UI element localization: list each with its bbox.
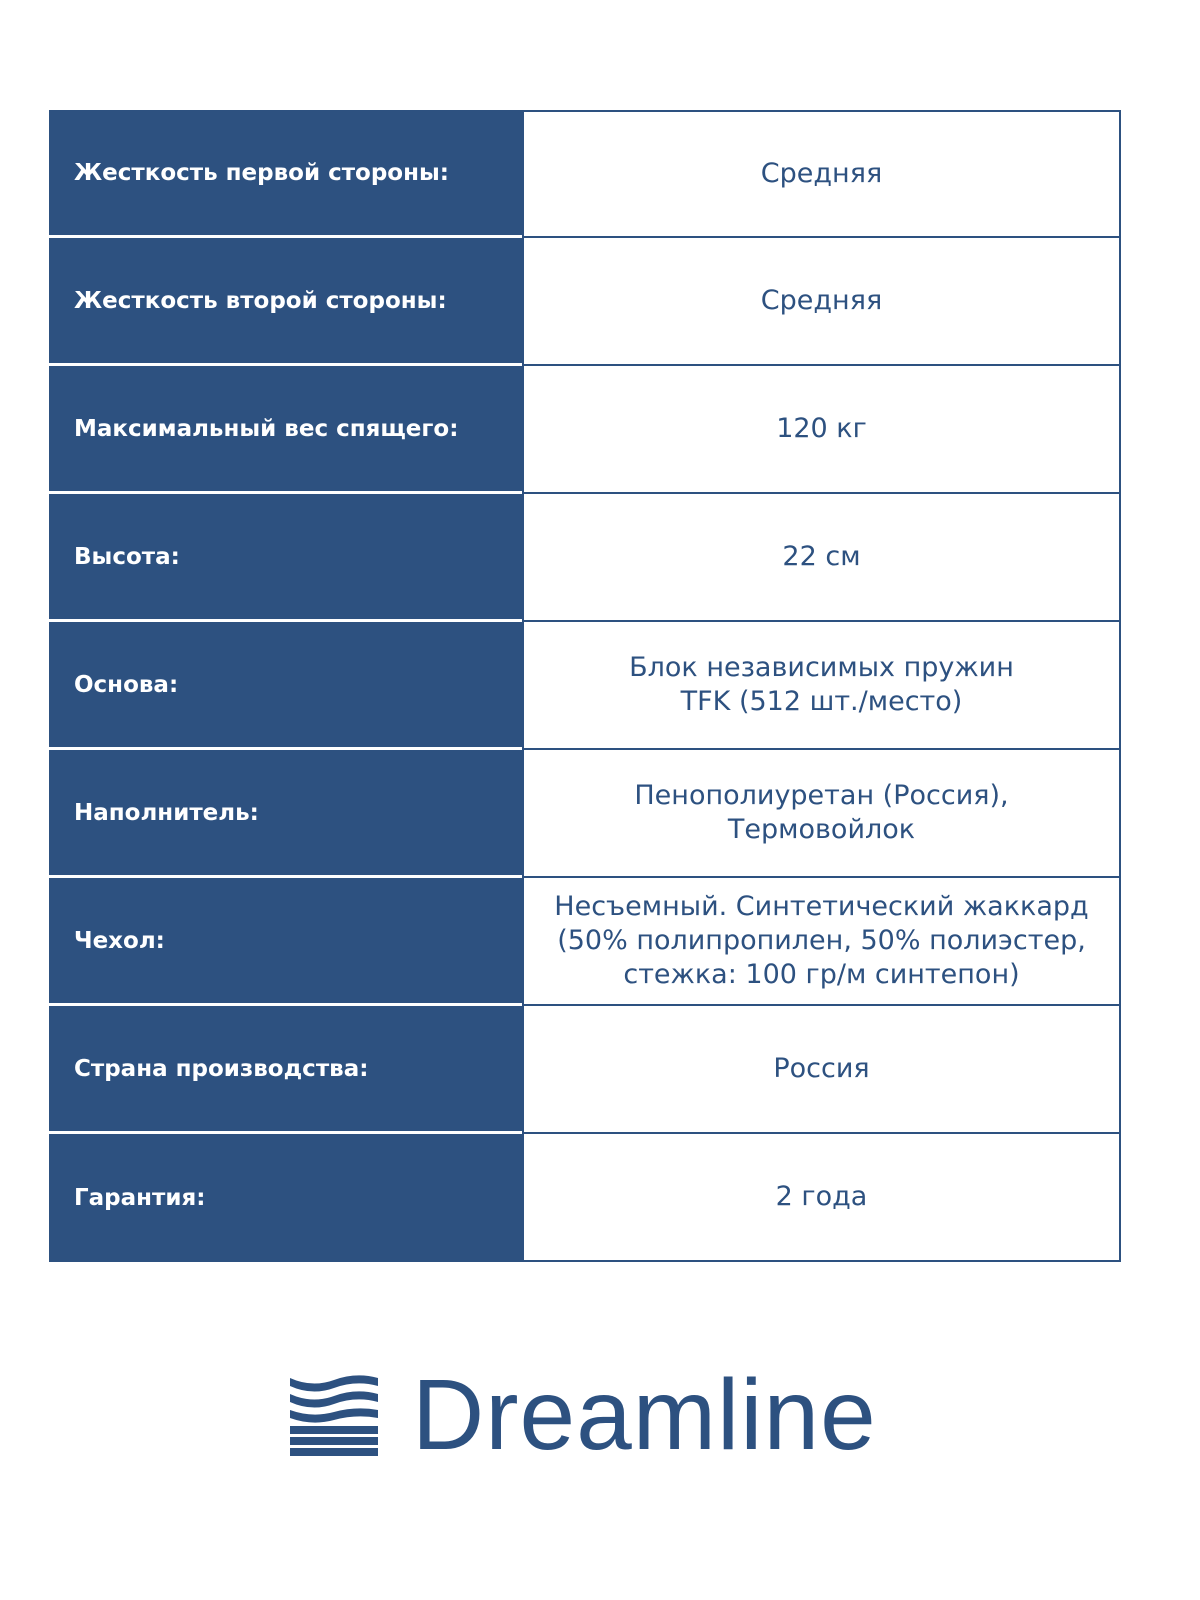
spec-label: Высота: (49, 494, 522, 622)
spec-value: Средняя (522, 110, 1121, 238)
spec-value: Россия (522, 1006, 1121, 1134)
spec-row (49, 622, 1121, 750)
specs-table (49, 110, 1121, 1262)
spec-value: 22 см (522, 494, 1121, 622)
spec-row (49, 750, 1121, 878)
spec-value: Несъемный. Синтетический жаккард (50% полипропилен, 50% полиэстер, стежка: 100 гр/м синтепон) (522, 878, 1121, 1006)
spec-label: Жесткость второй стороны: (49, 238, 522, 366)
brand-logo (290, 1359, 877, 1471)
spec-label: Наполнитель: (49, 750, 522, 878)
waves-icon (290, 1374, 378, 1456)
spec-row (49, 110, 1121, 238)
spec-value: Средняя (522, 238, 1121, 366)
spec-row (49, 878, 1121, 1006)
spec-label: Гарантия: (49, 1134, 522, 1262)
spec-label: Жесткость первой стороны: (49, 110, 522, 238)
spec-label: Максимальный вес спящего: (49, 366, 522, 494)
spec-value: Пенополиуретан (Россия), Термовойлок (522, 750, 1121, 878)
spec-value: Блок независимых пружин TFK (512 шт./место) (522, 622, 1121, 750)
spec-row (49, 494, 1121, 622)
spec-row (49, 1134, 1121, 1262)
spec-row (49, 366, 1121, 494)
brand-name: Dreamline (412, 1359, 877, 1471)
spec-label: Чехол: (49, 878, 522, 1006)
spec-value: 120 кг (522, 366, 1121, 494)
spec-value: 2 года (522, 1134, 1121, 1262)
spec-row (49, 1006, 1121, 1134)
spec-row (49, 238, 1121, 366)
spec-label: Страна производства: (49, 1006, 522, 1134)
spec-label: Основа: (49, 622, 522, 750)
